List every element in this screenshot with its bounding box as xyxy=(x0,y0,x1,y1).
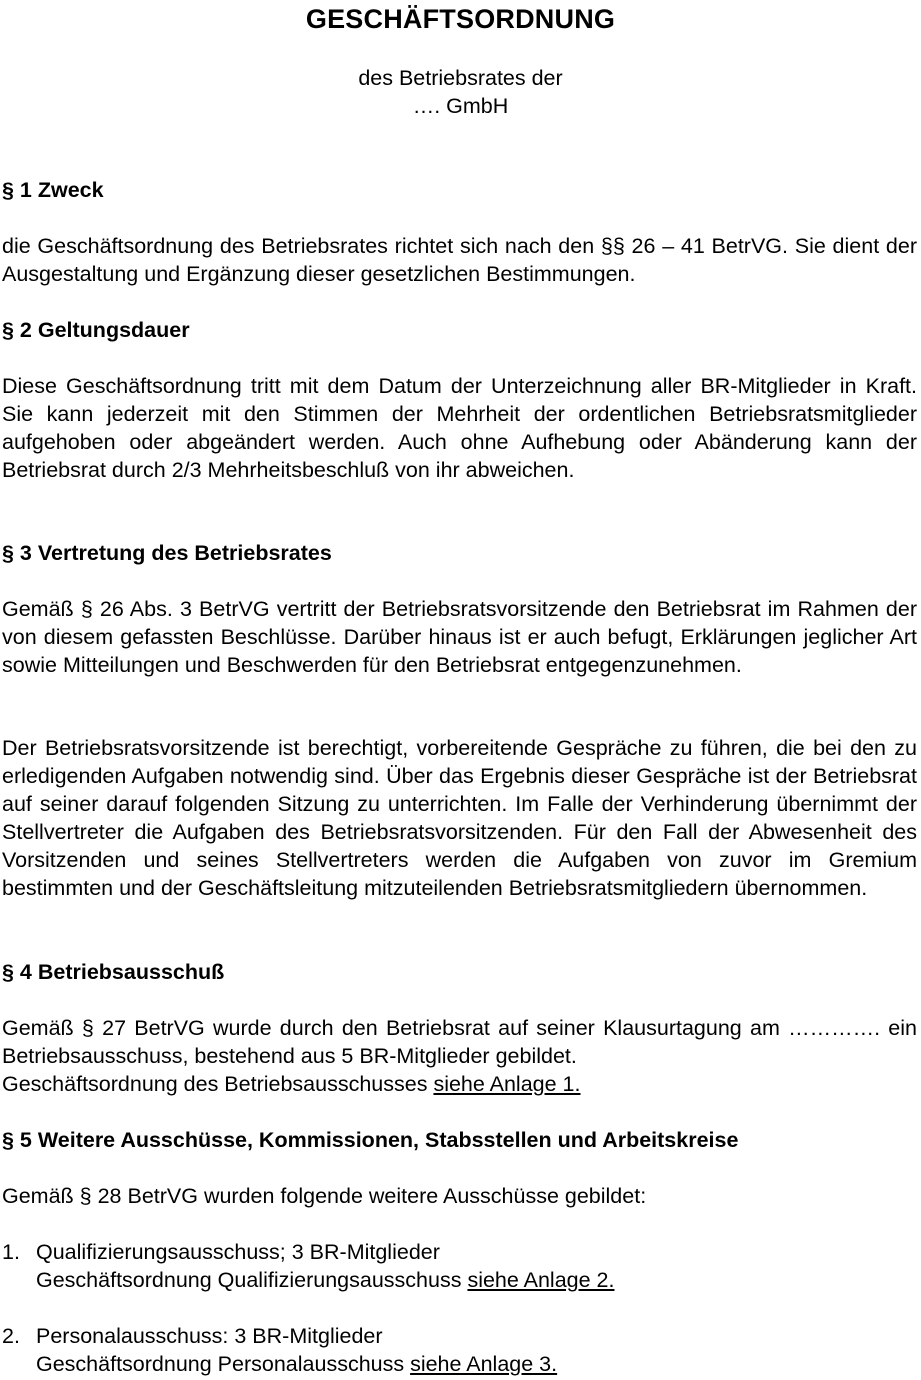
section-2-text: Diese Geschäftsordnung tritt mit dem Datum der Unterzeichnung aller BR-Mitglieder in Kraft. Sie kann jederzeit mit den Stimmen der Mehrheit der ordentlichen Betriebsratsmitglieder aufgehoben oder abgeändert werden. Auch ohne Aufhebung oder Abänderung kann der Betriebsrat durch 2/3 Mehrheitsbeschluß von ihr abweichen. xyxy=(2,374,917,482)
list-item-2-number: 2. xyxy=(2,1324,20,1348)
list-item-2-rules-line xyxy=(36,1350,916,1378)
annex-2-link[interactable]: siehe Anlage 2. xyxy=(467,1268,615,1292)
document-subtitle-line-2: …. GmbH xyxy=(412,94,509,118)
document-title: GESCHÄFTSORDNUNG xyxy=(305,4,616,34)
section-3-text-1: Gemäß § 26 Abs. 3 BetrVG vertritt der Betriebsratsvorsitzende den Betriebsrat im Rahmen der von diesem gefassten Beschlüsse. Darüber hinaus ist er auch befugt, Erklärungen jeglicher Art sowie Mitteilungen und Beschwerden für den Betriebsrat entgegenzunehmen. xyxy=(2,597,917,677)
list-item-2-name: Personalausschuss: 3 BR-Mitglieder xyxy=(36,1324,383,1348)
section-5-intro: Gemäß § 28 BetrVG wurden folgende weitere Ausschüsse gebildet: xyxy=(2,1184,647,1208)
section-1-heading: § 1 Zweck xyxy=(2,178,104,202)
list-item-2-rules-prefix: Geschäftsordnung Personalausschuss xyxy=(36,1352,411,1376)
annex-3-link[interactable]: siehe Anlage 3. xyxy=(410,1352,558,1376)
annex-1-link[interactable]: siehe Anlage 1. xyxy=(433,1072,581,1096)
document-subtitle-line-1: des Betriebsrates der xyxy=(358,66,563,90)
list-item-1-number: 1. xyxy=(2,1240,20,1264)
section-3-heading: § 3 Vertretung des Betriebsrates xyxy=(2,541,332,565)
list-item-1-rules-line xyxy=(36,1266,916,1294)
section-3-text-2: Der Betriebsratsvorsitzende ist berechtigt, vorbereitende Gespräche zu führen, die bei den zu erledigenden Aufgaben notwendig sind. Über das Ergebnis dieser Gespräche ist der Betriebsrat auf seiner darauf folgenden Sitzung zu unterrichten. Im Falle der Verhinderung übernimmt der Stellvertreter die Aufgaben des Betriebsratsvorsitzenden. Für den Fall der Abwesenheit des Vorsitzenden und seines Stellvertreters werden die Aufgaben von zuvor im Gremium bestimmten und der Geschäftsleitung mitzuteilenden Betriebsratsmitgliedern übernommen. xyxy=(2,736,917,900)
section-4-text: Gemäß § 27 BetrVG wurde durch den Betriebsrat auf seiner Klausurtagung am …………. ein Betriebsausschuss, bestehend aus 5 BR-Mitglieder gebildet. xyxy=(2,1016,917,1068)
section-4-heading: § 4 Betriebsausschuß xyxy=(2,960,225,984)
section-1-text: die Geschäftsordnung des Betriebsrates richtet sich nach den §§ 26 – 41 BetrVG. Sie dient der Ausgestaltung und Ergänzung dieser gesetzlichen Bestimmungen. xyxy=(2,234,917,286)
section-2-heading: § 2 Geltungsdauer xyxy=(2,318,190,342)
section-5-heading: § 5 Weitere Ausschüsse, Kommissionen, Stabsstellen und Arbeitskreise xyxy=(2,1128,739,1152)
list-item-1-rules-prefix: Geschäftsordnung Qualifizierungsausschuss xyxy=(36,1268,468,1292)
list-item-1-name: Qualifizierungsausschuss; 3 BR-Mitglieder xyxy=(36,1240,440,1264)
section-4-rules-prefix: Geschäftsordnung des Betriebsausschusses xyxy=(2,1072,434,1096)
section-4-rules-line xyxy=(2,1070,917,1098)
